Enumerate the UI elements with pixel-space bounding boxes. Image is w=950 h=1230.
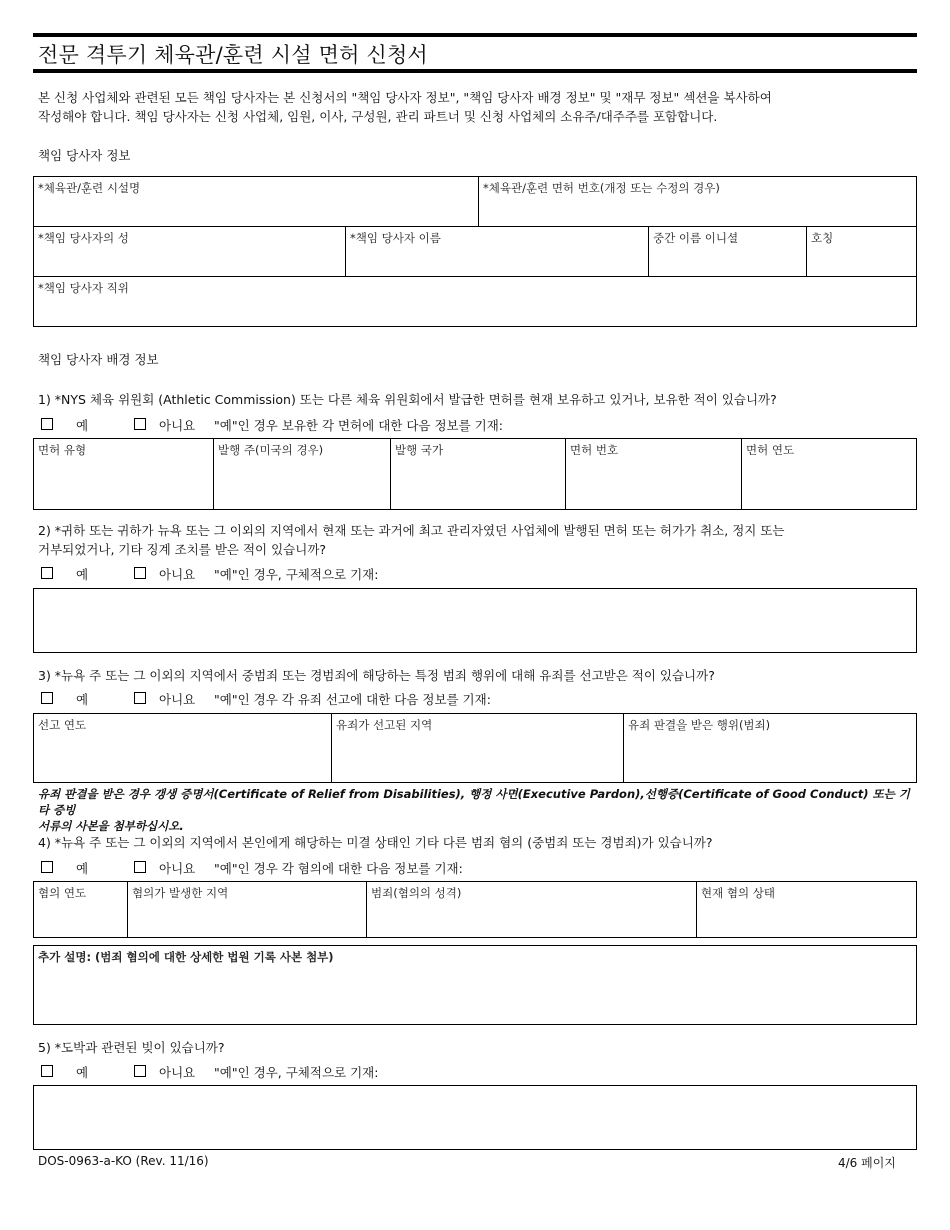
intro-line-1: 본 신청 사업체와 관련된 모든 책임 당사자는 본 신청서의 "책임 당사자 정보", "책임 당사자 배경 정보" 및 "재무 정보" 섹션을 복사하여 [38, 90, 772, 105]
question-1-options [38, 416, 918, 434]
question-4: 4) *뉴욕 주 또는 그 이외의 지역에서 본인에게 해당하는 미결 상태인 기타 다른 범죄 혐의 (중범죄 또는 경범죄)가 있습니까? [38, 835, 713, 850]
q4-yes-checkbox[interactable] [41, 861, 53, 873]
q3-col-offense[interactable] [624, 714, 916, 782]
q3-no-label: 아니요 [159, 692, 196, 707]
q1-col-license-type[interactable] [34, 439, 213, 509]
q1-instruction: "예"인 경우 보유한 각 면허에 대한 다음 정보를 기재: [214, 418, 503, 433]
page-title: 전문 격투기 체육관/훈련 시설 면허 신청서 [38, 43, 428, 67]
q3-no-checkbox[interactable] [134, 692, 146, 704]
question-5-options [38, 1063, 918, 1081]
q2-yes-label: 예 [76, 567, 89, 582]
license-number-label: *체육관/훈련 면허 번호(개정 또는 수정의 경우) [483, 181, 720, 195]
q1-yes-checkbox[interactable] [41, 418, 53, 430]
question-3-options [38, 690, 918, 708]
position-field[interactable] [34, 277, 916, 326]
q4-col-charge-year[interactable] [34, 882, 127, 937]
q1-col-license-year[interactable] [742, 439, 916, 509]
q4-col-location[interactable] [128, 882, 366, 937]
q4-instruction: "예"인 경우 각 혐의에 대한 다음 정보를 기재: [214, 861, 463, 876]
q3-col-label: 선고 연도 [38, 718, 87, 732]
first-name-label: *책임 당사자 이름 [350, 231, 441, 245]
q3-col-sentence-year[interactable] [34, 714, 331, 782]
q4-additional-box[interactable] [33, 945, 917, 1025]
q3-yes-checkbox[interactable] [41, 692, 53, 704]
q2-no-label: 아니요 [159, 567, 196, 582]
q4-additional-label: 추가 설명: (범죄 혐의에 대한 상세한 법원 기록 사본 첨부) [38, 950, 334, 964]
q1-license-table [33, 438, 917, 510]
party-info-table [33, 176, 917, 327]
q3-yes-label: 예 [76, 692, 89, 707]
q2-instruction: "예"인 경우, 구체적으로 기재: [214, 567, 379, 582]
question-2 [38, 521, 908, 559]
page-number: 4/6 페이지 [838, 1156, 896, 1170]
q1-col-issuing-country[interactable] [391, 439, 565, 509]
q3-note-line-1: 유죄 판결을 받은 경우 갱생 증명서(Certificate of Relief from Disabilities), 행정 사면(Executive Pardon),선행증(Certificate of Good Conduct) 또는 기타 증빙 [38, 787, 910, 817]
q1-col-issuing-state[interactable] [214, 439, 390, 509]
q3-note-line-2: 서류의 사본을 첨부하십시오. [38, 819, 184, 833]
intro-line-2: 작성해야 합니다. 책임 당사자는 신청 사업체, 임원, 이사, 구성원, 관리 파트너 및 신청 사업체의 소유주/대주주를 포함합니다. [38, 109, 718, 124]
q4-col-label: 현재 혐의 상태 [701, 886, 775, 900]
q4-col-label: 혐의 연도 [38, 886, 87, 900]
q3-attachment-note [38, 786, 918, 834]
q1-col-label: 면허 유형 [38, 443, 87, 457]
first-name-field[interactable] [346, 227, 648, 276]
q3-conviction-table [33, 713, 917, 783]
q4-charges-table [33, 881, 917, 938]
question-2-line-1: 2) *귀하 또는 귀하가 뉴욕 또는 그 이외의 지역에서 현재 또는 과거에 최고 관리자였던 사업체에 발행된 면허 또는 허가가 취소, 정지 또는 [38, 523, 785, 538]
q4-no-checkbox[interactable] [134, 861, 146, 873]
gym-name-field[interactable] [34, 177, 478, 226]
question-4-options [38, 859, 918, 877]
question-3: 3) *뉴욕 주 또는 그 이외의 지역에서 중범죄 또는 경범죄에 해당하는 특정 범죄 행위에 대해 유죄를 선고받은 적이 있습니까? [38, 668, 715, 683]
form-id: DOS-0963-a-KO (Rev. 11/16) [38, 1154, 209, 1168]
q3-col-label: 유죄가 선고된 지역 [336, 718, 433, 732]
question-2-options [38, 565, 918, 583]
party-info-heading: 책임 당사자 정보 [38, 148, 131, 163]
q3-col-location[interactable] [332, 714, 623, 782]
q1-col-label: 면허 번호 [570, 443, 619, 457]
q5-yes-label: 예 [76, 1065, 89, 1080]
q5-instruction: "예"인 경우, 구체적으로 기재: [214, 1065, 379, 1080]
intro-paragraph [38, 88, 908, 126]
q5-details-box[interactable] [33, 1085, 917, 1150]
middle-initial-field[interactable] [649, 227, 806, 276]
question-5: 5) *도박과 관련된 빚이 있습니까? [38, 1040, 225, 1055]
question-2-line-2: 거부되었거나, 기타 징계 조치를 받은 적이 있습니까? [38, 542, 327, 557]
q1-no-checkbox[interactable] [134, 418, 146, 430]
last-name-field[interactable] [34, 227, 345, 276]
q4-col-label: 범죄(혐의의 성격) [371, 886, 462, 900]
q5-no-checkbox[interactable] [134, 1065, 146, 1077]
q2-yes-checkbox[interactable] [41, 567, 53, 579]
title-bottom-rule [33, 69, 917, 73]
last-name-label: *책임 당사자의 성 [38, 231, 129, 245]
q5-yes-checkbox[interactable] [41, 1065, 53, 1077]
q2-no-checkbox[interactable] [134, 567, 146, 579]
q4-col-status[interactable] [697, 882, 916, 937]
q1-no-label: 아니요 [159, 418, 196, 433]
q5-no-label: 아니요 [159, 1065, 196, 1080]
position-label: *책임 당사자 직위 [38, 281, 129, 295]
title-top-rule [33, 33, 917, 37]
q3-col-label: 유죄 판결을 받은 행위(범죄) [628, 718, 771, 732]
question-1: 1) *NYS 체육 위원회 (Athletic Commission) 또는 다른 체육 위원회에서 발급한 면허를 현재 보유하고 있거나, 보유한 적이 있습니까? [38, 392, 777, 407]
gym-name-label: *체육관/훈련 시설명 [38, 181, 141, 195]
q4-col-offense[interactable] [367, 882, 696, 937]
background-heading: 책임 당사자 배경 정보 [38, 352, 159, 367]
q1-col-label: 면허 연도 [746, 443, 795, 457]
q2-details-box[interactable] [33, 588, 917, 653]
q1-col-label: 발행 주(미국의 경우) [218, 443, 324, 457]
title-field[interactable] [807, 227, 916, 276]
title-field-label: 호칭 [811, 231, 834, 245]
middle-initial-label: 중간 이름 이니셜 [653, 231, 739, 245]
license-number-field[interactable] [479, 177, 916, 226]
q1-col-license-number[interactable] [566, 439, 741, 509]
q3-instruction: "예"인 경우 각 유죄 선고에 대한 다음 정보를 기재: [214, 692, 491, 707]
q1-yes-label: 예 [76, 418, 89, 433]
q4-no-label: 아니요 [159, 861, 196, 876]
q4-col-label: 혐의가 발생한 지역 [132, 886, 229, 900]
q1-col-label: 발행 국가 [395, 443, 444, 457]
q4-yes-label: 예 [76, 861, 89, 876]
